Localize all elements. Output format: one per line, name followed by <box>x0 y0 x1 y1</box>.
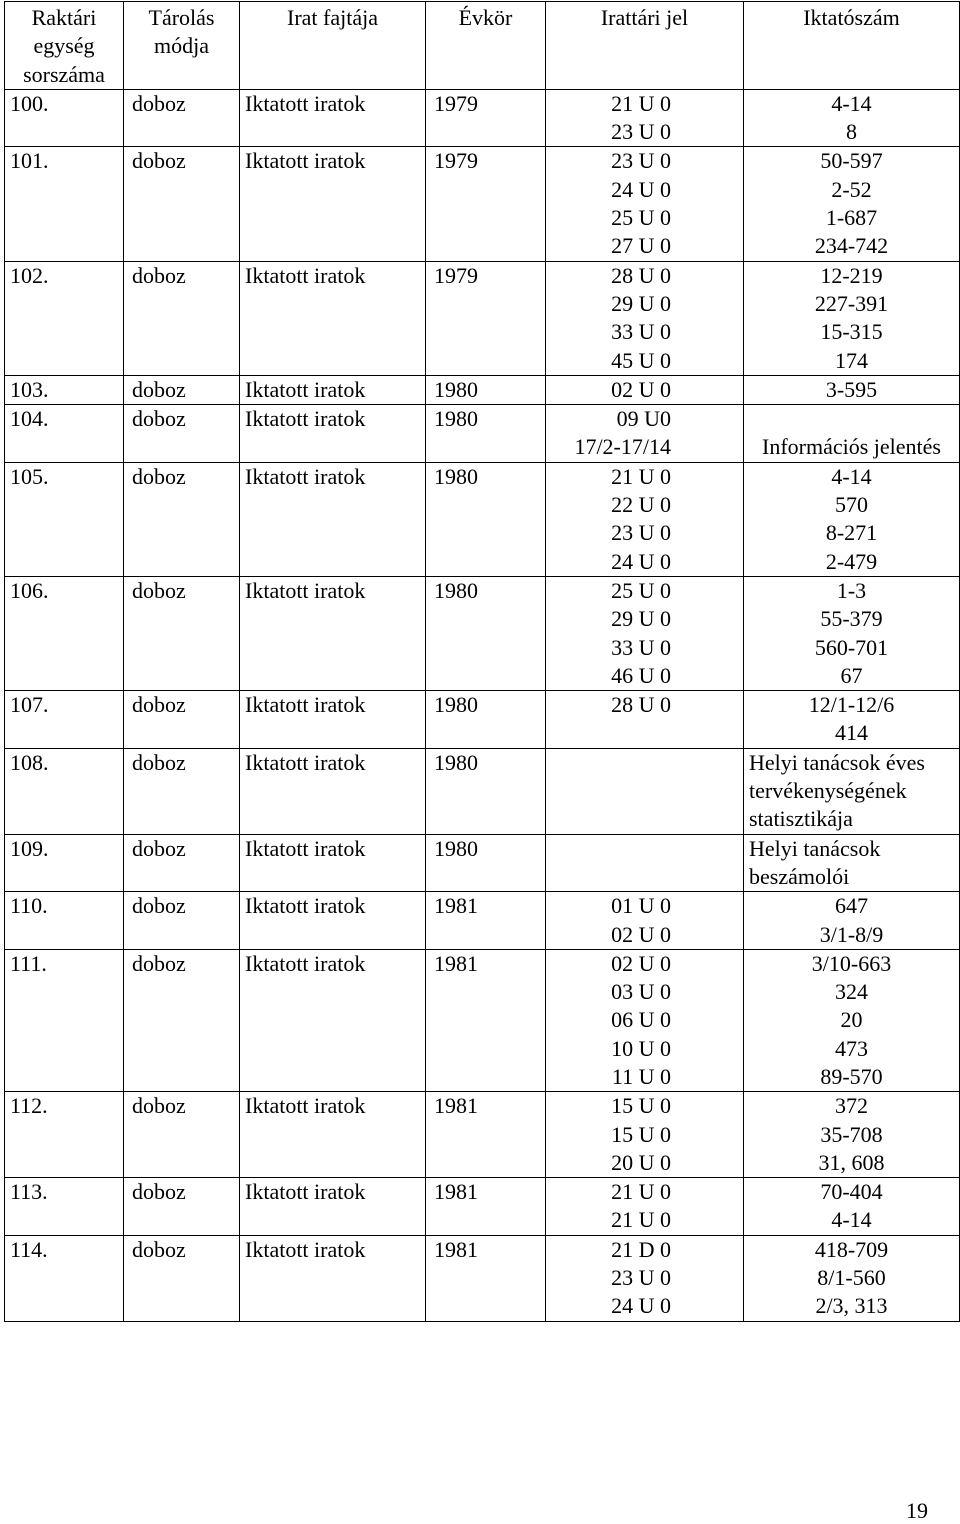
archive-code-cell <box>546 576 744 690</box>
table-row <box>5 462 960 576</box>
archive-code-cell-line: 24 U 0 <box>611 176 671 202</box>
registry-number-cell-line: Információs jelentés <box>762 434 941 460</box>
registry-number-cell <box>744 949 960 1091</box>
unit-number-cell: 111. <box>5 949 124 1091</box>
archive-code-cell <box>546 89 744 147</box>
archive-code-cell <box>546 261 744 375</box>
archive-code-cell-line: 29 U 0 <box>611 290 671 316</box>
registry-number-cell <box>744 462 960 576</box>
archive-code-cell-line: 24 U 0 <box>611 1293 671 1319</box>
registry-number-cell-line: 1-687 <box>825 205 878 231</box>
archive-code-cell-line: 46 U 0 <box>611 662 671 688</box>
archive-code-cell-line: 09 U0 <box>616 406 671 432</box>
archive-code-cell-line: 25 U 0 <box>611 577 671 603</box>
unit-number-cell: 114. <box>5 1235 124 1321</box>
year-range-cell: 1981 <box>426 892 546 950</box>
table-row <box>5 89 960 147</box>
registry-number-cell <box>744 89 960 147</box>
registry-number-cell-line: 70-404 <box>820 1179 883 1205</box>
document-type-cell: Iktatott iratok <box>240 89 426 147</box>
storage-type-cell: doboz <box>124 834 240 892</box>
table-row <box>5 949 960 1091</box>
year-range-cell: 1980 <box>426 576 546 690</box>
table-row <box>5 261 960 375</box>
registry-number-cell-line: 15-315 <box>820 319 883 345</box>
archive-code-cell-line: 22 U 0 <box>611 492 671 518</box>
archive-code-cell-line: 23 U 0 <box>611 520 671 546</box>
archive-code-cell-line: 24 U 0 <box>611 548 671 574</box>
archive-code-cell-line: 17/2-17/14 <box>574 434 671 460</box>
storage-type-cell: doboz <box>124 748 240 834</box>
registry-number-cell-line: 67 <box>840 662 863 688</box>
registry-number-cell-line: 3-595 <box>825 376 878 402</box>
unit-number-cell: 101. <box>5 147 124 261</box>
year-range-cell: 1980 <box>426 834 546 892</box>
year-range-cell: 1980 <box>426 691 546 749</box>
registry-number-cell-line: 418-709 <box>814 1236 889 1262</box>
table-row <box>5 147 960 261</box>
unit-number-cell: 108. <box>5 748 124 834</box>
storage-type-cell: doboz <box>124 949 240 1091</box>
archive-code-cell-line: 01 U 0 <box>611 893 671 919</box>
document-type-cell: Iktatott iratok <box>240 375 426 404</box>
year-range-cell: 1981 <box>426 1092 546 1178</box>
registry-number-cell-line: 8-271 <box>825 520 878 546</box>
archive-code-cell-line: 21 U 0 <box>611 90 671 116</box>
year-range-cell: 1981 <box>426 949 546 1091</box>
registry-number-cell-line: 8 <box>846 119 857 145</box>
storage-type-cell: doboz <box>124 1178 240 1236</box>
registry-number-cell <box>744 261 960 375</box>
registry-number-cell <box>744 1235 960 1321</box>
storage-type-cell: doboz <box>124 89 240 147</box>
registry-number-cell-line: 560-701 <box>814 634 889 660</box>
registry-number-cell <box>744 576 960 690</box>
registry-number-cell-line: 570 <box>835 492 868 518</box>
unit-number-cell: 104. <box>5 405 124 463</box>
storage-type-cell: doboz <box>124 576 240 690</box>
registry-number-cell-line: tervékenységének <box>749 778 907 804</box>
year-range-cell: 1980 <box>426 748 546 834</box>
archive-code-cell-line: 02 U 0 <box>611 950 671 976</box>
archive-code-cell-line: 03 U 0 <box>611 979 671 1005</box>
table-row <box>5 405 960 463</box>
header-year-range: Évkör <box>426 2 546 90</box>
storage-type-cell: doboz <box>124 1235 240 1321</box>
unit-number-cell: 107. <box>5 691 124 749</box>
year-range-cell: 1980 <box>426 462 546 576</box>
registry-number-cell-line: 1-3 <box>836 577 867 603</box>
registry-number-cell-line: 473 <box>835 1035 868 1061</box>
table-body <box>5 89 960 1321</box>
archive-code-cell-line: 21 U 0 <box>611 1179 671 1205</box>
registry-number-cell-line: 31, 608 <box>818 1149 885 1175</box>
year-range-cell: 1979 <box>426 147 546 261</box>
document-type-cell: Iktatott iratok <box>240 834 426 892</box>
archive-code-cell-line: 27 U 0 <box>611 233 671 259</box>
archive-code-cell-line: 21 U 0 <box>611 1207 671 1233</box>
document-type-cell: Iktatott iratok <box>240 261 426 375</box>
storage-type-cell: doboz <box>124 462 240 576</box>
unit-number-cell: 100. <box>5 89 124 147</box>
header-unit-number: Raktári egység sorszáma <box>5 2 124 90</box>
archive-code-cell-line: 15 U 0 <box>611 1121 671 1147</box>
storage-type-cell: doboz <box>124 375 240 404</box>
archive-code-cell-line: 33 U 0 <box>611 319 671 345</box>
year-range-cell: 1980 <box>426 375 546 404</box>
table-row <box>5 691 960 749</box>
registry-number-cell-line: 12/1-12/6 <box>808 692 895 718</box>
header-storage-type: Tárolás módja <box>124 2 240 90</box>
registry-number-cell-line: 647 <box>835 893 868 919</box>
table-row <box>5 375 960 404</box>
registry-number-cell-line <box>749 405 954 433</box>
archive-code-cell <box>546 892 744 950</box>
table-row <box>5 1178 960 1236</box>
archive-code-cell-line: 28 U 0 <box>611 692 671 718</box>
registry-number-cell-line: 2-52 <box>831 176 872 202</box>
archive-code-cell-line: 23 U 0 <box>611 1265 671 1291</box>
registry-number-cell-line: 4-14 <box>831 90 872 116</box>
registry-number-cell-line: 4-14 <box>831 463 872 489</box>
registry-number-cell-line: 234-742 <box>814 233 889 259</box>
archive-code-cell-line: 10 U 0 <box>611 1035 671 1061</box>
archive-code-cell-line: 02 U 0 <box>611 376 671 402</box>
document-type-cell: Iktatott iratok <box>240 576 426 690</box>
archive-code-cell-line: 29 U 0 <box>611 606 671 632</box>
header-document-type: Irat fajtája <box>240 2 426 90</box>
registry-number-cell-line: 12-219 <box>820 262 883 288</box>
archive-code-cell-line: 28 U 0 <box>611 262 671 288</box>
storage-type-cell: doboz <box>124 405 240 463</box>
registry-number-cell-line: 50-597 <box>820 148 883 174</box>
document-type-cell: Iktatott iratok <box>240 691 426 749</box>
archive-code-cell <box>546 1178 744 1236</box>
archive-code-cell <box>546 1235 744 1321</box>
unit-number-cell: 106. <box>5 576 124 690</box>
storage-type-cell: doboz <box>124 261 240 375</box>
document-type-cell: Iktatott iratok <box>240 147 426 261</box>
archive-code-cell-line: 20 U 0 <box>611 1149 671 1175</box>
archive-code-cell-line: 21 U 0 <box>611 463 671 489</box>
registry-number-cell-line: 3/10-663 <box>811 950 892 976</box>
document-type-cell: Iktatott iratok <box>240 748 426 834</box>
storage-type-cell: doboz <box>124 892 240 950</box>
unit-number-cell: 102. <box>5 261 124 375</box>
archive-code-cell <box>546 949 744 1091</box>
registry-number-cell <box>744 748 960 834</box>
table-row <box>5 1235 960 1321</box>
archive-code-cell-line: 11 U 0 <box>611 1063 671 1089</box>
archive-code-cell <box>546 462 744 576</box>
archive-code-cell <box>546 405 744 463</box>
archive-code-cell-line: 25 U 0 <box>611 205 671 231</box>
registry-number-cell-line: 20 <box>840 1007 863 1033</box>
archive-inventory-table <box>4 1 960 1322</box>
registry-number-cell <box>744 375 960 404</box>
registry-number-cell-line: beszámolói <box>749 863 850 889</box>
archive-code-cell-line: 23 U 0 <box>611 119 671 145</box>
archive-code-cell <box>546 375 744 404</box>
registry-number-cell-line: 372 <box>835 1093 868 1119</box>
registry-number-cell <box>744 147 960 261</box>
header-registry-number: Iktatószám <box>744 2 960 90</box>
registry-number-cell-line: 8/1-560 <box>817 1265 886 1291</box>
document-type-cell: Iktatott iratok <box>240 1235 426 1321</box>
archive-code-cell <box>546 748 744 834</box>
archive-code-cell <box>546 691 744 749</box>
registry-number-cell <box>744 1178 960 1236</box>
unit-number-cell: 110. <box>5 892 124 950</box>
registry-number-cell <box>744 1092 960 1178</box>
year-range-cell: 1979 <box>426 89 546 147</box>
header-row <box>5 2 960 90</box>
year-range-cell: 1981 <box>426 1178 546 1236</box>
unit-number-cell: 109. <box>5 834 124 892</box>
registry-number-cell-line: 2/3, 313 <box>815 1293 888 1319</box>
registry-number-cell <box>744 834 960 892</box>
unit-number-cell: 112. <box>5 1092 124 1178</box>
page-number: 19 <box>906 1498 928 1523</box>
archive-code-cell-line: 02 U 0 <box>611 921 671 947</box>
storage-type-cell: doboz <box>124 691 240 749</box>
document-type-cell: Iktatott iratok <box>240 892 426 950</box>
archive-code-cell <box>546 834 744 892</box>
archive-code-cell-line: 33 U 0 <box>611 634 671 660</box>
year-range-cell: 1979 <box>426 261 546 375</box>
table-row <box>5 748 960 834</box>
document-type-cell: Iktatott iratok <box>240 1178 426 1236</box>
registry-number-cell-line: 4-14 <box>831 1207 872 1233</box>
document-type-cell: Iktatott iratok <box>240 462 426 576</box>
registry-number-cell-line: 324 <box>835 979 868 1005</box>
document-type-cell: Iktatott iratok <box>240 1092 426 1178</box>
year-range-cell: 1980 <box>426 405 546 463</box>
header-archive-code: Irattári jel <box>546 2 744 90</box>
registry-number-cell-line: 89-570 <box>820 1063 883 1089</box>
registry-number-cell-line: 227-391 <box>814 290 889 316</box>
archive-code-cell <box>546 1092 744 1178</box>
table-row <box>5 892 960 950</box>
archive-code-cell-line: 15 U 0 <box>611 1093 671 1119</box>
storage-type-cell: doboz <box>124 1092 240 1178</box>
registry-number-cell-line: 35-708 <box>820 1121 883 1147</box>
table-row <box>5 1092 960 1178</box>
unit-number-cell: 105. <box>5 462 124 576</box>
document-type-cell: Iktatott iratok <box>240 949 426 1091</box>
storage-type-cell: doboz <box>124 147 240 261</box>
archive-code-cell-line: 45 U 0 <box>611 347 671 373</box>
registry-number-cell-line: 3/1-8/9 <box>819 921 884 947</box>
registry-number-cell <box>744 405 960 463</box>
unit-number-cell: 103. <box>5 375 124 404</box>
registry-number-cell-line: Helyi tanácsok <box>749 835 881 861</box>
registry-number-cell-line: 174 <box>835 347 868 373</box>
table-row <box>5 834 960 892</box>
registry-number-cell <box>744 892 960 950</box>
archive-code-cell <box>546 147 744 261</box>
registry-number-cell-line: Helyi tanácsok éves <box>749 749 925 775</box>
registry-number-cell-line: 2-479 <box>825 548 878 574</box>
registry-number-cell-line: statisztikája <box>749 806 853 832</box>
year-range-cell: 1981 <box>426 1235 546 1321</box>
registry-number-cell-line: 55-379 <box>820 606 883 632</box>
unit-number-cell: 113. <box>5 1178 124 1236</box>
archive-code-cell-line: 23 U 0 <box>611 148 671 174</box>
registry-number-cell <box>744 691 960 749</box>
document-type-cell: Iktatott iratok <box>240 405 426 463</box>
archive-code-cell-line: 21 D 0 <box>611 1236 671 1262</box>
archive-code-cell-line: 06 U 0 <box>611 1007 671 1033</box>
table-row <box>5 576 960 690</box>
registry-number-cell-line: 414 <box>835 720 868 746</box>
